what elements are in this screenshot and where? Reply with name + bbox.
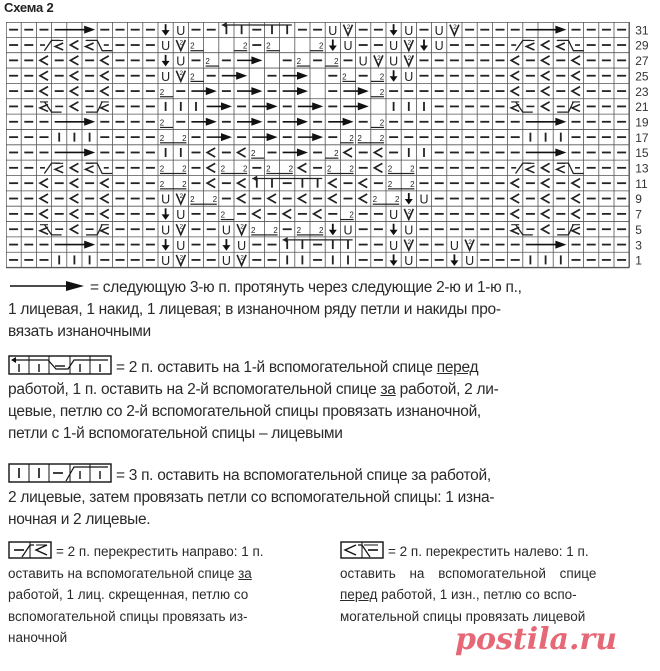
legend-1-line-2: 1 лицевая, 1 накид, 1 лицевая; в изнаночном ряду петли и накиды про- bbox=[8, 301, 501, 318]
svg-text:2: 2 bbox=[349, 133, 354, 143]
svg-text:15: 15 bbox=[635, 146, 649, 161]
legend-5-line-2: оставить на вспомогательной спице bbox=[340, 565, 597, 581]
svg-text:U: U bbox=[343, 223, 353, 238]
svg-text:2: 2 bbox=[407, 208, 412, 216]
svg-text:2: 2 bbox=[407, 54, 412, 62]
legend-5-line-4: могательной спицы провязать лицевой bbox=[340, 608, 586, 624]
svg-text:2: 2 bbox=[179, 193, 184, 201]
svg-text:2: 2 bbox=[220, 210, 226, 220]
legend-item-cable-right bbox=[8, 463, 494, 531]
svg-text:U: U bbox=[404, 69, 414, 84]
svg-text:2: 2 bbox=[296, 225, 302, 235]
legend-3-line-3: ночная и 2 лицевые. bbox=[8, 511, 151, 528]
svg-text:U: U bbox=[343, 39, 353, 54]
legend-5-underlined-before: перед bbox=[340, 587, 378, 602]
svg-text:U: U bbox=[221, 254, 231, 269]
svg-text:2: 2 bbox=[334, 149, 339, 159]
svg-text:2: 2 bbox=[377, 54, 381, 62]
svg-text:U: U bbox=[434, 39, 444, 54]
svg-text:U: U bbox=[221, 223, 231, 238]
svg-text:2: 2 bbox=[349, 210, 354, 220]
svg-text:29: 29 bbox=[635, 38, 649, 53]
svg-text:U: U bbox=[404, 23, 414, 38]
svg-text:2: 2 bbox=[387, 179, 393, 189]
svg-text:2: 2 bbox=[159, 164, 165, 174]
svg-text:2: 2 bbox=[240, 223, 244, 231]
svg-text:U: U bbox=[176, 23, 186, 38]
svg-text:2: 2 bbox=[179, 223, 184, 231]
svg-text:2: 2 bbox=[159, 133, 165, 143]
cross-left-symbol-icon bbox=[340, 541, 384, 559]
svg-text:2: 2 bbox=[242, 164, 248, 174]
legend-item-cross-left bbox=[340, 541, 650, 627]
svg-text:27: 27 bbox=[635, 54, 649, 69]
svg-text:U: U bbox=[161, 223, 171, 238]
svg-text:21: 21 bbox=[635, 100, 649, 115]
legend-3-line-1: = 3 п. оставить на вспомогательной спице за работой, bbox=[116, 467, 491, 484]
svg-text:2: 2 bbox=[190, 72, 195, 82]
legend-5-line-3: работой, 1 изн., петлю со вспо- bbox=[377, 587, 577, 602]
svg-text:7: 7 bbox=[635, 207, 642, 222]
svg-text:2: 2 bbox=[342, 72, 347, 82]
svg-text:17: 17 bbox=[635, 130, 649, 145]
svg-text:2: 2 bbox=[205, 57, 210, 67]
svg-text:2: 2 bbox=[179, 39, 184, 47]
svg-text:U: U bbox=[434, 23, 444, 38]
legend-1-line-3: вязать изнаночными bbox=[8, 323, 151, 340]
svg-text:2: 2 bbox=[250, 225, 256, 235]
legend-2-line-3: цевые, петлю со 2-й вспомогательной спицы провязать изнаночной, bbox=[8, 403, 481, 420]
long-arrow-icon bbox=[8, 279, 86, 293]
svg-text:23: 23 bbox=[635, 84, 649, 99]
svg-text:2: 2 bbox=[190, 195, 195, 205]
svg-text:U: U bbox=[389, 39, 399, 54]
svg-text:2: 2 bbox=[266, 41, 271, 51]
svg-text:2: 2 bbox=[220, 164, 226, 174]
svg-text:2: 2 bbox=[266, 164, 271, 174]
svg-text:2: 2 bbox=[372, 195, 378, 205]
svg-text:11: 11 bbox=[635, 176, 648, 191]
svg-text:U: U bbox=[404, 223, 414, 238]
cross-right-symbol-icon bbox=[8, 541, 52, 559]
svg-text:U: U bbox=[161, 69, 171, 84]
svg-text:2: 2 bbox=[159, 118, 165, 128]
legend-2-underlined-behind: за bbox=[380, 381, 396, 398]
svg-text:U: U bbox=[176, 208, 186, 223]
svg-text:2: 2 bbox=[288, 164, 294, 174]
svg-text:3: 3 bbox=[635, 238, 642, 253]
legend-4-line-5: наночной bbox=[8, 630, 68, 645]
legend-4-line-4: вспомогательной спицы провязать из- bbox=[8, 608, 248, 624]
legend-1-line-1: = следующую 3-ю п. протянуть через следующие 2-ю и 1-ю п., bbox=[90, 279, 522, 296]
svg-text:1: 1 bbox=[635, 253, 642, 268]
svg-text:2: 2 bbox=[326, 164, 332, 174]
svg-text:25: 25 bbox=[635, 69, 649, 84]
svg-text:2: 2 bbox=[159, 87, 165, 97]
svg-text:2: 2 bbox=[179, 70, 184, 78]
svg-text:U: U bbox=[465, 254, 475, 269]
svg-text:U: U bbox=[449, 238, 459, 253]
legend-item-cable-left bbox=[8, 355, 498, 445]
legend-4-line-3: работой, 1 лиц. скрещенная, петлю со bbox=[8, 587, 249, 602]
svg-text:2: 2 bbox=[318, 225, 324, 235]
svg-text:2: 2 bbox=[410, 164, 415, 174]
legend-2-line-4: петли с 1-й вспомогательной спицы – лицевыми bbox=[8, 425, 343, 442]
svg-text:2: 2 bbox=[349, 164, 354, 174]
watermark: postila.ru bbox=[455, 622, 618, 657]
cable-left-symbol-icon bbox=[8, 355, 112, 375]
svg-text:2: 2 bbox=[334, 57, 339, 67]
svg-text:U: U bbox=[358, 54, 368, 69]
svg-text:5: 5 bbox=[635, 222, 642, 237]
svg-text:2: 2 bbox=[379, 72, 385, 82]
svg-text:2: 2 bbox=[468, 239, 472, 247]
svg-text:2: 2 bbox=[387, 164, 393, 174]
svg-text:U: U bbox=[328, 23, 338, 38]
svg-text:2: 2 bbox=[212, 195, 218, 205]
svg-text:2: 2 bbox=[296, 57, 302, 67]
svg-text:9: 9 bbox=[635, 192, 642, 207]
svg-text:2: 2 bbox=[379, 133, 385, 143]
legend-2-line-1: = 2 п. оставить на 1-й вспомогательной спице bbox=[116, 359, 437, 376]
legend-5-line-1: = 2 п. перекрестить налево: 1 п. bbox=[388, 544, 589, 559]
legend-2-line-2: работой, 1 п. оставить на 2-й вспомогательной спице bbox=[8, 381, 381, 398]
svg-text:2: 2 bbox=[318, 41, 324, 51]
svg-text:2: 2 bbox=[407, 39, 412, 47]
svg-text:U: U bbox=[176, 238, 186, 253]
svg-text:2: 2 bbox=[159, 179, 165, 189]
legend-4-line-2: оставить на вспомогательной спице bbox=[8, 565, 239, 581]
svg-text:U: U bbox=[237, 238, 247, 253]
chart-title: Схема 2 bbox=[4, 0, 54, 15]
svg-text:19: 19 bbox=[635, 115, 649, 130]
svg-text:U: U bbox=[404, 254, 414, 269]
svg-text:2: 2 bbox=[242, 41, 248, 51]
svg-text:2: 2 bbox=[407, 239, 412, 247]
svg-text:2: 2 bbox=[379, 118, 385, 128]
svg-text:U: U bbox=[389, 54, 399, 69]
svg-text:2: 2 bbox=[179, 254, 184, 262]
svg-text:2: 2 bbox=[379, 87, 385, 97]
svg-text:2: 2 bbox=[273, 225, 278, 235]
svg-text:2: 2 bbox=[357, 133, 362, 143]
svg-text:2: 2 bbox=[453, 24, 457, 32]
legend-2-line-2-end: работой, 2 ли- bbox=[395, 381, 499, 398]
svg-text:U: U bbox=[389, 208, 399, 223]
svg-text:2: 2 bbox=[346, 24, 351, 32]
svg-text:U: U bbox=[161, 254, 171, 269]
svg-text:13: 13 bbox=[635, 161, 649, 176]
svg-text:U: U bbox=[161, 39, 171, 54]
knitting-chart-grid bbox=[6, 22, 656, 272]
cable-right-symbol-icon bbox=[8, 463, 112, 483]
svg-text:2: 2 bbox=[410, 179, 415, 189]
legend-item-arrow bbox=[8, 277, 522, 343]
svg-text:2: 2 bbox=[240, 254, 244, 262]
legend-4-underlined-behind: за bbox=[238, 565, 252, 581]
svg-text:2: 2 bbox=[182, 133, 187, 143]
legend-4-line-1: = 2 п. перекрестить направо: 1 п. bbox=[56, 544, 264, 559]
legend-2-underlined-before: перед bbox=[436, 359, 479, 376]
svg-text:U: U bbox=[161, 192, 171, 207]
svg-text:U: U bbox=[176, 54, 186, 69]
svg-text:U: U bbox=[419, 192, 429, 207]
legend-item-cross-right bbox=[8, 541, 323, 649]
svg-text:31: 31 bbox=[635, 23, 649, 38]
legend-3-line-2: 2 лицевые, затем провязать петли со вспомогательной спицы: 1 изна- bbox=[8, 489, 495, 506]
svg-text:2: 2 bbox=[250, 149, 256, 159]
svg-text:U: U bbox=[389, 238, 399, 253]
svg-text:2: 2 bbox=[394, 195, 400, 205]
svg-text:2: 2 bbox=[182, 179, 187, 189]
svg-text:2: 2 bbox=[190, 41, 195, 51]
svg-text:2: 2 bbox=[182, 164, 187, 174]
